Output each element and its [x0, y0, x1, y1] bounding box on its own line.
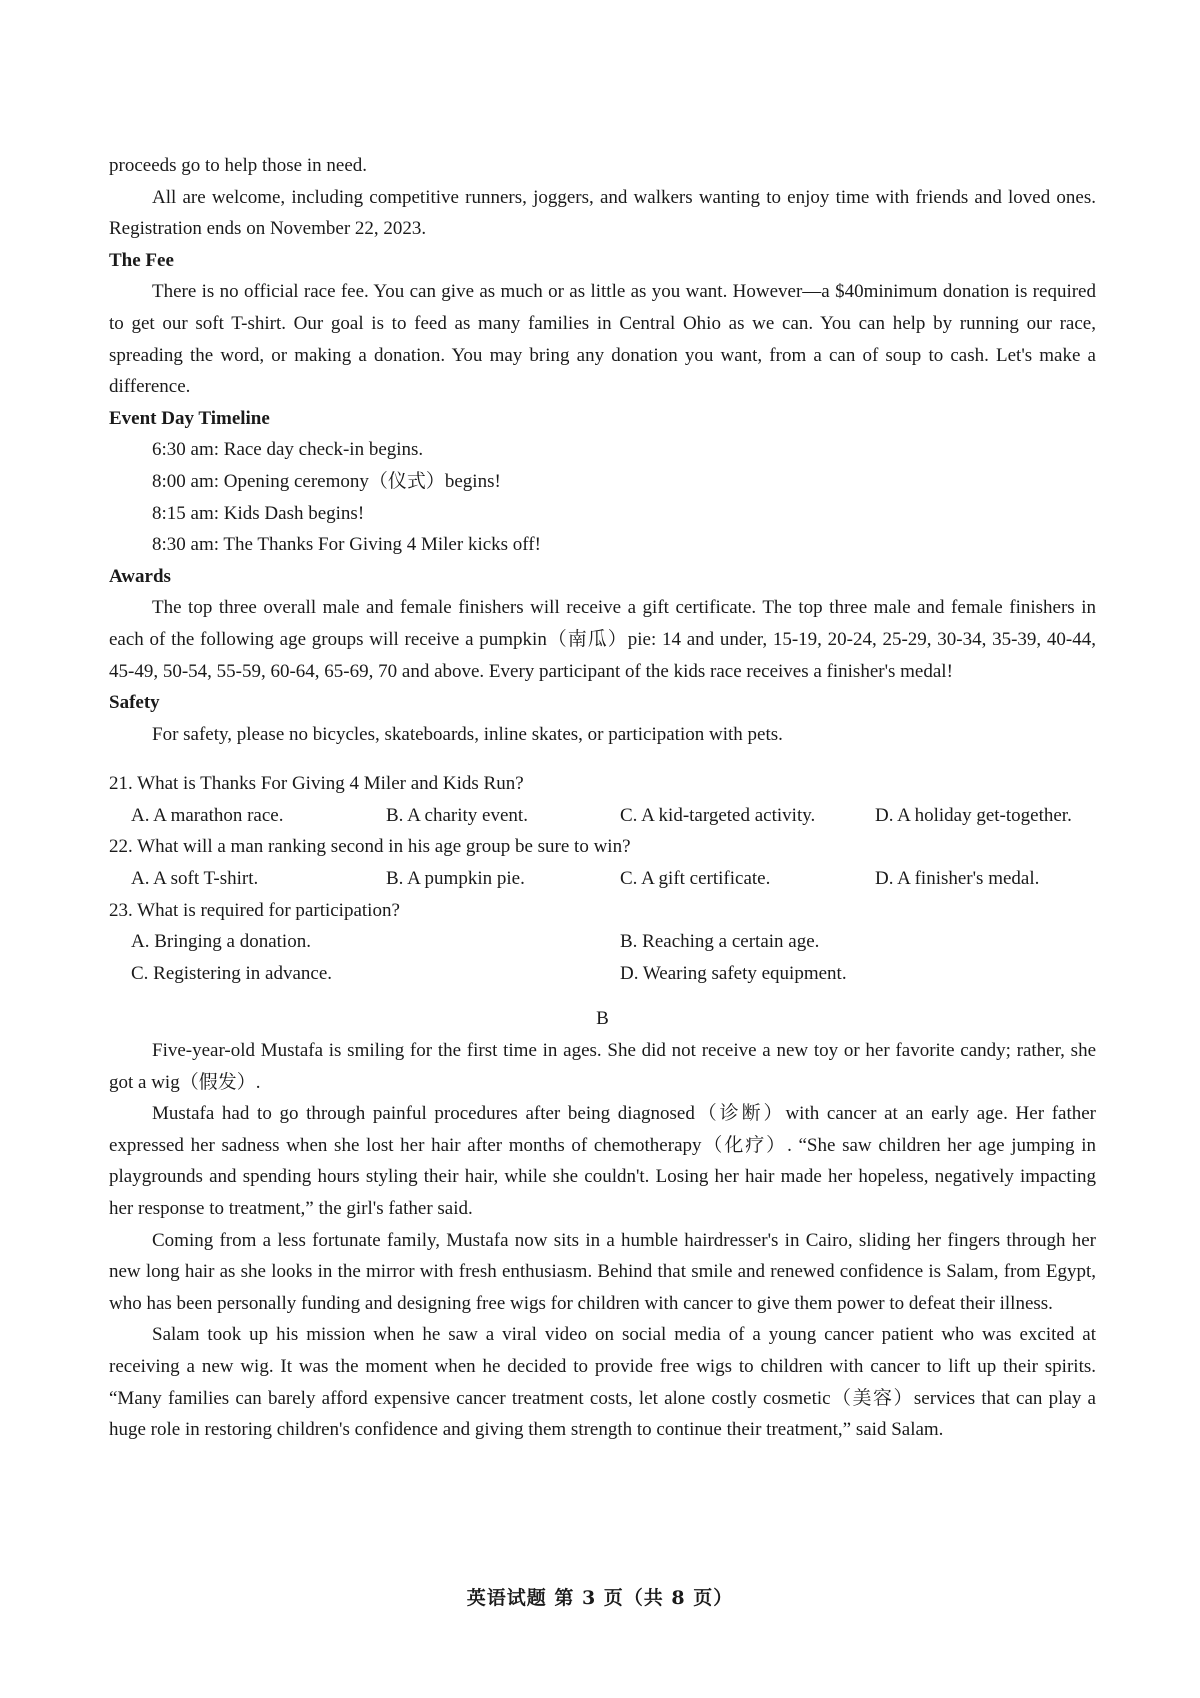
- page-footer: 英语试题 第 3 页（共 8 页）: [466, 1587, 734, 1609]
- option-c: C. Registering in advance.: [131, 962, 333, 984]
- option-b: B. A pumpkin pie.: [386, 868, 525, 890]
- welcome-paragraph: All are welcome, including competitive runners, joggers, and walkers wanting to enjoy time with friends and loved ones. Registration ends on November 22, 2023.: [109, 186, 1096, 240]
- option-b: B. A charity event.: [386, 804, 528, 826]
- question-22: [109, 831, 1096, 894]
- option-d: D. A holiday get-together.: [875, 804, 1072, 826]
- option-d: D. A finisher's medal.: [875, 868, 1040, 890]
- awards-heading: Awards: [109, 565, 171, 587]
- question-21: [109, 768, 1096, 831]
- option-c: C. A gift certificate.: [620, 868, 771, 890]
- timeline-list: [109, 434, 1096, 560]
- option-d: D. Wearing safety equipment.: [620, 962, 847, 984]
- passage-b-paragraph: Mustafa had to go through painful procedures after being diagnosed（诊断）with cancer at an early age. Her father expressed her sadness when she lost her hair after months of chemotherapy（化疗）. “She saw children her age jumping in playgrounds and spending hours styling their hair, while she couldn't. Losing her hair made her hopeless, negatively impacting her response to treatment,” the girl's father said.: [109, 1103, 1096, 1219]
- exam-page: [109, 150, 1096, 1446]
- options-row: [109, 958, 1096, 990]
- option-a: A. A marathon race.: [131, 804, 284, 826]
- question-stem: 21. What is Thanks For Giving 4 Miler and Kids Run?: [109, 773, 524, 795]
- timeline-heading: Event Day Timeline: [109, 407, 270, 429]
- awards-paragraph: The top three overall male and female finishers will receive a gift certificate. The top three male and female finishers in each of the following age groups will receive a pumpkin（南瓜）pie: 14 and under, 15-19, 20-24, 25-29, 30-34, 35-39, 40-44, 45-49, 50-54, 55-59, 60-64, 65-69, 70 and above. Every participant of the kids race receives a finisher's medal!: [109, 597, 1096, 682]
- safety-paragraph: For safety, please no bicycles, skateboards, inline skates, or participation with pets.: [152, 723, 783, 745]
- proceeds-paragraph: proceeds go to help those in need.: [109, 155, 368, 176]
- passage-b-paragraph: Coming from a less fortunate family, Mustafa now sits in a humble hairdresser's in Cairo, sliding her fingers through her new long hair as she looks in the mirror with fresh enthusiasm. Behind that smile and renewed confidence is Salam, from Egypt, who has been personally funding and designing free wigs for children with cancer to give them power to defeat their illness.: [109, 1229, 1096, 1314]
- timeline-item: 8:00 am: Opening ceremony（仪式）begins!: [152, 470, 501, 492]
- question-23: [109, 895, 1096, 990]
- timeline-item: 8:30 am: The Thanks For Giving 4 Miler kicks off!: [152, 534, 541, 556]
- options-row: [109, 863, 1096, 895]
- passage-b-paragraph: Five-year-old Mustafa is smiling for the first time in ages. She did not receive a new toy or her favorite candy; rather, she got a wig（假发）.: [109, 1040, 1096, 1093]
- question-stem: 22. What will a man ranking second in his age group be sure to win?: [109, 836, 631, 858]
- option-a: A. Bringing a donation.: [131, 931, 311, 953]
- option-c: C. A kid-targeted activity.: [620, 804, 816, 826]
- section-letter: B: [596, 1008, 609, 1030]
- option-b: B. Reaching a certain age.: [620, 931, 820, 953]
- fee-heading: The Fee: [109, 249, 174, 271]
- passage-b-paragraph: Salam took up his mission when he saw a viral video on social media of a young cancer patient who was excited at receiving a new wig. It was the moment when he decided to provide free wigs to children with cancer to lift up their spirits. “Many families can barely afford expensive cancer treatment costs, let alone costly cosmetic（美容）services that can play a huge role in restoring children's confidence and giving them strength to continue their treatment,” said Salam.: [109, 1324, 1096, 1441]
- options-row: [109, 926, 1096, 958]
- timeline-item: 8:15 am: Kids Dash begins!: [152, 502, 365, 524]
- safety-heading: Safety: [109, 692, 160, 714]
- options-row: [109, 800, 1096, 832]
- option-a: A. A soft T-shirt.: [131, 868, 259, 890]
- question-stem: 23. What is required for participation?: [109, 899, 400, 921]
- timeline-item: 6:30 am: Race day check-in begins.: [152, 439, 424, 461]
- fee-paragraph: There is no official race fee. You can give as much or as little as you want. However—a $40minimum donation is required to get our soft T-shirt. Our goal is to feed as many families in Central Ohio as we can. You can help by running our race, spreading the word, or making a donation. You may bring any donation you want, from a can of soup to cash. Let's make a difference.: [109, 281, 1096, 398]
